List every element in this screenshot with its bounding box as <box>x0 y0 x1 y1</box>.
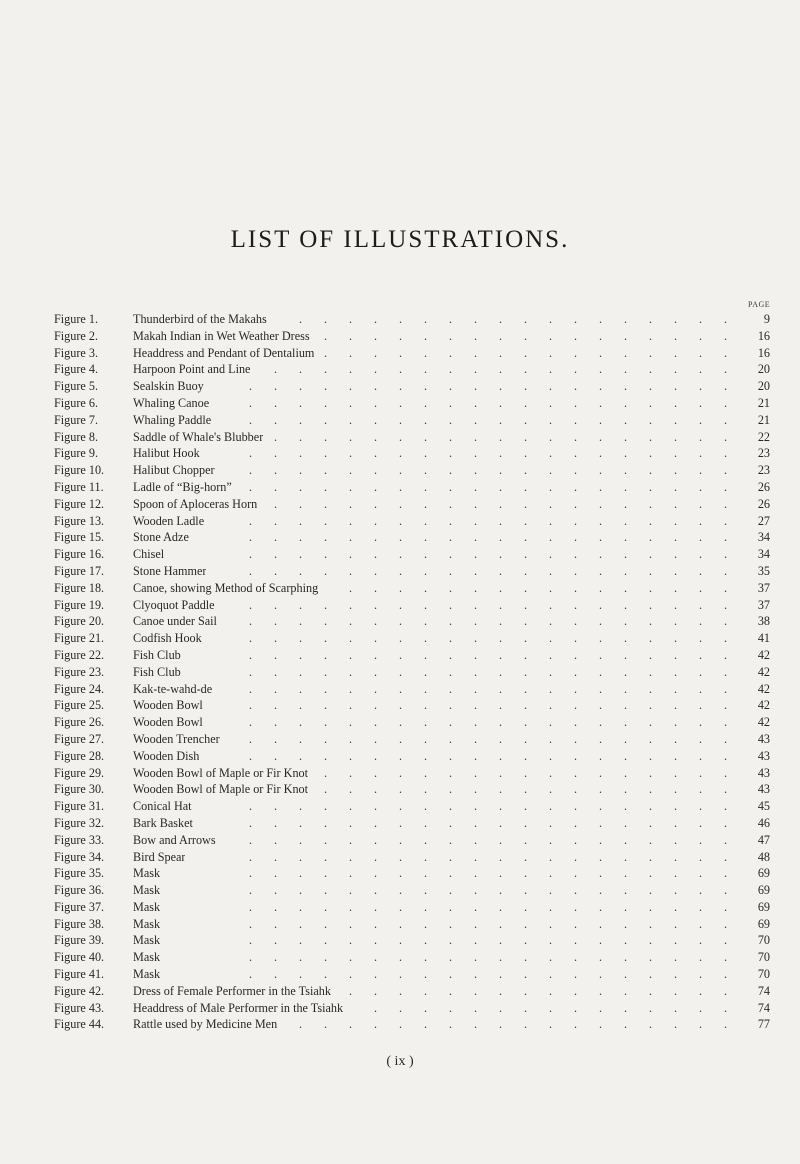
figure-number: Figure 23. <box>54 664 105 679</box>
figure-number: Figure 41. <box>54 967 105 982</box>
figure-caption: Conical Hat <box>133 799 192 814</box>
figure-number: Figure 18. <box>54 580 105 595</box>
page-number: 43 <box>757 782 770 797</box>
figure-number: Figure 38. <box>54 916 105 931</box>
figure-caption: Bow and Arrows <box>133 832 216 847</box>
list-item: Figure 44. Rattle used by Medicine Men . . . . . . . . . . . . . . . . . . 77 <box>54 1017 770 1032</box>
list-item: Figure 21. Codfish Hook . . . . . . . . . . . . . . . . . . . . 41 <box>54 631 770 646</box>
page-number: 21 <box>757 412 770 427</box>
list-item: Figure 20. Canoe under Sail . . . . . . . . . . . . . . . . . . . . 38 <box>54 614 770 629</box>
list-item: Figure 24. Kak-te-wahd-de . . . . . . . . . . . . . . . . . . . . 42 <box>54 681 770 696</box>
list-item: Figure 11. Ladle of “Big-horn” . . . . . . . . . . . . . . . . . . . . 26 <box>54 479 770 494</box>
list-item: Figure 27. Wooden Trencher . . . . . . . . . . . . . . . . . . . . 43 <box>54 731 770 746</box>
figure-number: Figure 16. <box>54 547 105 562</box>
figure-number: Figure 39. <box>54 933 105 948</box>
figure-caption: Rattle used by Medicine Men <box>133 1017 278 1032</box>
list-item: Figure 17. Stone Hammer . . . . . . . . . . . . . . . . . . . . 35 <box>54 563 770 578</box>
figure-caption: Codfish Hook <box>133 631 202 646</box>
figure-caption: Ladle of “Big-horn” <box>133 479 232 494</box>
page-column-header: PAGE <box>748 300 771 309</box>
list-item: Figure 9. Halibut Hook . . . . . . . . . . . . . . . . . . . . 23 <box>54 446 770 461</box>
figure-number: Figure 1. <box>54 312 99 326</box>
page-number: 69 <box>757 883 770 898</box>
figure-number: Figure 6. <box>54 395 99 410</box>
figure-number: Figure 2. <box>54 328 99 343</box>
list-item: Figure 23. Fish Club . . . . . . . . . . . . . . . . . . . . 42 <box>54 664 770 679</box>
figure-caption: Stone Adze <box>133 530 189 545</box>
figure-caption: Saddle of Whale's Blubber <box>133 429 264 444</box>
list-item: Figure 22. Fish Club . . . . . . . . . . . . . . . . . . . . 42 <box>54 647 770 662</box>
figure-number: Figure 11. <box>54 479 104 494</box>
page-number: 20 <box>757 379 770 394</box>
figure-caption: Wooden Bowl of Maple or Fir Knot <box>133 765 309 780</box>
list-item: Figure 29. Wooden Bowl of Maple or Fir Knot . . . . . . . . . . . . . . . . . 43 <box>54 765 770 780</box>
page-number: 42 <box>757 664 770 679</box>
figure-caption: Makah Indian in Wet Weather Dress <box>133 328 310 343</box>
page-number: 45 <box>757 799 770 814</box>
figure-number: Figure 24. <box>54 681 105 696</box>
figure-number: Figure 4. <box>54 362 99 377</box>
list-item: Figure 6. Whaling Canoe . . . . . . . . . . . . . . . . . . . . 21 <box>54 395 770 410</box>
page-number: 34 <box>757 530 770 545</box>
page-number: 22 <box>757 429 770 444</box>
list-item: Figure 5. Sealskin Buoy . . . . . . . . . . . . . . . . . . . . 20 <box>54 379 770 394</box>
figure-caption: Dress of Female Performer in the Tsiahk <box>133 983 331 998</box>
figure-caption: Clyoquot Paddle <box>133 597 215 612</box>
page-number: 26 <box>757 496 770 511</box>
page-number: 35 <box>757 563 770 578</box>
page-number: 42 <box>757 681 770 696</box>
figure-caption: Mask <box>133 933 161 948</box>
list-item: Figure 41. Mask . . . . . . . . . . . . . . . . . . . . 70 <box>54 967 770 982</box>
page-number: 27 <box>757 513 770 528</box>
figure-number: Figure 22. <box>54 647 105 662</box>
figure-caption: Mask <box>133 899 161 914</box>
figure-number: Figure 26. <box>54 715 105 730</box>
figure-caption: Wooden Bowl of Maple or Fir Knot <box>133 782 309 797</box>
list-item: Figure 19. Clyoquot Paddle . . . . . . . . . . . . . . . . . . . . 37 <box>54 597 770 612</box>
figure-number: Figure 42. <box>54 983 105 998</box>
page-title: LIST OF ILLUSTRATIONS. <box>230 226 570 253</box>
page-number: 70 <box>757 933 770 948</box>
figure-caption: Halibut Hook <box>133 446 200 461</box>
list-item: Figure 28. Wooden Dish . . . . . . . . . . . . . . . . . . . . 43 <box>54 748 770 763</box>
figure-caption: Mask <box>133 883 161 898</box>
page-number: 70 <box>757 950 770 965</box>
figure-number: Figure 36. <box>54 883 105 898</box>
page-number: 46 <box>757 815 770 830</box>
figure-number: Figure 19. <box>54 597 105 612</box>
list-item: Figure 3. Headdress and Pendant of Dentalium . . . . . . . . . . . . . . . . . 16 <box>54 345 770 360</box>
page-number: 37 <box>757 580 770 595</box>
page-number: 74 <box>757 1000 770 1015</box>
page-number: 21 <box>757 395 770 410</box>
page-number: 74 <box>757 983 770 998</box>
page-number: 42 <box>757 698 770 713</box>
figure-number: Figure 32. <box>54 815 105 830</box>
page-number: 43 <box>757 731 770 746</box>
figure-caption: Canoe, showing Method of Scarphing <box>133 580 319 595</box>
figure-caption: Canoe under Sail <box>133 614 217 629</box>
list-item: Figure 30. Wooden Bowl of Maple or Fir Knot . . . . . . . . . . . . . . . . . 43 <box>54 782 770 797</box>
figure-number: Figure 7. <box>54 412 99 427</box>
list-item: Figure 31. Conical Hat . . . . . . . . . . . . . . . . . . . . 45 <box>54 799 770 814</box>
page-number: 70 <box>757 967 770 982</box>
figure-number: Figure 8. <box>54 429 99 444</box>
list-item: Figure 33. Bow and Arrows . . . . . . . . . . . . . . . . . . . . 47 <box>54 832 770 847</box>
page-number: 69 <box>757 916 770 931</box>
figure-caption: Harpoon Point and Line <box>133 362 251 377</box>
list-item: Figure 38. Mask . . . . . . . . . . . . . . . . . . . . 69 <box>54 916 770 931</box>
figure-caption: Kak-te-wahd-de <box>133 681 213 696</box>
page-number: 48 <box>757 849 770 864</box>
list-item: Figure 10. Halibut Chopper . . . . . . . . . . . . . . . . . . . . 23 <box>54 463 770 478</box>
figure-caption: Whaling Canoe <box>133 395 210 410</box>
figure-number: Figure 34. <box>54 849 105 864</box>
list-item: Figure 32. Bark Basket . . . . . . . . . . . . . . . . . . . . 46 <box>54 815 770 830</box>
list-item: Figure 18. Canoe, showing Method of Scarphing . . . . . . . . . . . . . . . . 37 <box>54 580 770 595</box>
list-item: Figure 39. Mask . . . . . . . . . . . . . . . . . . . . 70 <box>54 933 770 948</box>
figure-number: Figure 33. <box>54 832 105 847</box>
list-item: Figure 7. Whaling Paddle . . . . . . . . . . . . . . . . . . . . 21 <box>54 412 770 427</box>
page-folio: ( ix ) <box>386 1054 414 1069</box>
figure-caption: Halibut Chopper <box>133 463 215 478</box>
page-number: 69 <box>757 899 770 914</box>
figure-caption: Wooden Trencher <box>133 731 220 746</box>
figure-caption: Wooden Bowl <box>133 698 203 713</box>
figure-caption: Wooden Bowl <box>133 715 203 730</box>
figure-caption: Chisel <box>133 547 165 562</box>
list-item: Figure 34. Bird Spear . . . . . . . . . . . . . . . . . . . . 48 <box>54 849 770 864</box>
figure-number: Figure 35. <box>54 866 105 881</box>
page-number: 16 <box>757 328 770 343</box>
page-number: 43 <box>757 748 770 763</box>
figure-caption: Bird Spear <box>133 849 186 864</box>
page-number: 42 <box>757 647 770 662</box>
list-item: Figure 16. Chisel . . . . . . . . . . . . . . . . . . . . 34 <box>54 547 770 562</box>
figure-number: Figure 3. <box>54 345 99 360</box>
list-item: Figure 4. Harpoon Point and Line . . . . . . . . . . . . . . . . . . . 20 <box>54 362 770 377</box>
figure-number: Figure 15. <box>54 530 105 545</box>
figure-caption: Wooden Dish <box>133 748 200 763</box>
figure-number: Figure 28. <box>54 748 105 763</box>
figure-number: Figure 40. <box>54 950 105 965</box>
figure-caption: Stone Hammer <box>133 563 207 578</box>
figure-caption: Bark Basket <box>133 815 193 830</box>
list-item: Figure 2. Makah Indian in Wet Weather Dress . . . . . . . . . . . . . . . . . 16 <box>54 328 770 343</box>
figure-caption: Mask <box>133 866 161 881</box>
page-number: 23 <box>757 463 770 478</box>
page-number: 41 <box>757 631 770 646</box>
figure-number: Figure 44. <box>54 1017 105 1032</box>
figure-number: Figure 12. <box>54 496 105 511</box>
page-number: 47 <box>757 832 770 847</box>
list-item: Figure 42. Dress of Female Performer in the Tsiahk . . . . . . . . . . . . . . . . 74 <box>54 983 770 998</box>
list-item: Figure 40. Mask . . . . . . . . . . . . . . . . . . . . 70 <box>54 950 770 965</box>
figure-caption: Thunderbird of the Makahs <box>133 312 267 326</box>
figure-caption: Mask <box>133 950 161 965</box>
list-item: Figure 37. Mask . . . . . . . . . . . . . . . . . . . . 69 <box>54 899 770 914</box>
figure-caption: Fish Club <box>133 664 181 679</box>
figure-caption: Mask <box>133 967 161 982</box>
figure-caption: Headdress of Male Performer in the Tsiahk <box>133 1000 344 1015</box>
list-item: Figure 13. Wooden Ladle . . . . . . . . . . . . . . . . . . . . 27 <box>54 513 770 528</box>
figure-caption: Fish Club <box>133 647 181 662</box>
page-number: 38 <box>757 614 770 629</box>
figure-number: Figure 21. <box>54 631 105 646</box>
figure-number: Figure 37. <box>54 899 105 914</box>
page-number: 69 <box>757 866 770 881</box>
figure-number: Figure 9. <box>54 446 99 461</box>
figure-number: Figure 31. <box>54 799 105 814</box>
page-number: 77 <box>757 1017 770 1032</box>
list-item: Figure 8. Saddle of Whale's Blubber . . . . . . . . . . . . . . . . . . . 22 <box>54 429 770 444</box>
figure-caption: Wooden Ladle <box>133 513 205 528</box>
figure-number: Figure 27. <box>54 731 105 746</box>
page-number: 9 <box>763 312 770 326</box>
page-number: 20 <box>757 362 770 377</box>
figure-number: Figure 29. <box>54 765 105 780</box>
figure-caption: Whaling Paddle <box>133 412 212 427</box>
list-item: Figure 36. Mask . . . . . . . . . . . . . . . . . . . . 69 <box>54 883 770 898</box>
illustrations-list <box>54 311 770 1033</box>
figure-caption: Sealskin Buoy <box>133 379 204 394</box>
figure-caption: Mask <box>133 916 161 931</box>
page-number: 43 <box>757 765 770 780</box>
figure-number: Figure 25. <box>54 698 105 713</box>
figure-number: Figure 43. <box>54 1000 105 1015</box>
figure-caption: Headdress and Pendant of Dentalium <box>133 345 315 360</box>
figure-caption: Spoon of Aploceras Horn <box>133 496 258 511</box>
list-item: Figure 12. Spoon of Aploceras Horn . . . . . . . . . . . . . . . . . . . 26 <box>54 496 770 511</box>
list-item: Figure 35. Mask . . . . . . . . . . . . . . . . . . . . 69 <box>54 866 770 881</box>
list-item: Figure 26. Wooden Bowl . . . . . . . . . . . . . . . . . . . . 42 <box>54 715 770 730</box>
list-item: Figure 25. Wooden Bowl . . . . . . . . . . . . . . . . . . . . 42 <box>54 698 770 713</box>
page-number: 16 <box>757 345 770 360</box>
figure-number: Figure 30. <box>54 782 105 797</box>
page-number: 34 <box>757 547 770 562</box>
list-item: Figure 1. Thunderbird of the Makahs . . . . . . . . . . . . . . . . . . 9 <box>54 312 770 326</box>
page-number: 37 <box>757 597 770 612</box>
page-number: 23 <box>757 446 770 461</box>
figure-number: Figure 17. <box>54 563 105 578</box>
list-item: Figure 43. Headdress of Male Performer in the Tsiahk . . . . . . . . . . . . . . . 74 <box>54 1000 770 1015</box>
page-number: 26 <box>757 479 770 494</box>
page-number: 42 <box>757 715 770 730</box>
figure-number: Figure 13. <box>54 513 105 528</box>
figure-number: Figure 5. <box>54 379 99 394</box>
figure-number: Figure 20. <box>54 614 105 629</box>
figure-number: Figure 10. <box>54 463 105 478</box>
list-item: Figure 15. Stone Adze . . . . . . . . . . . . . . . . . . . . 34 <box>54 530 770 545</box>
